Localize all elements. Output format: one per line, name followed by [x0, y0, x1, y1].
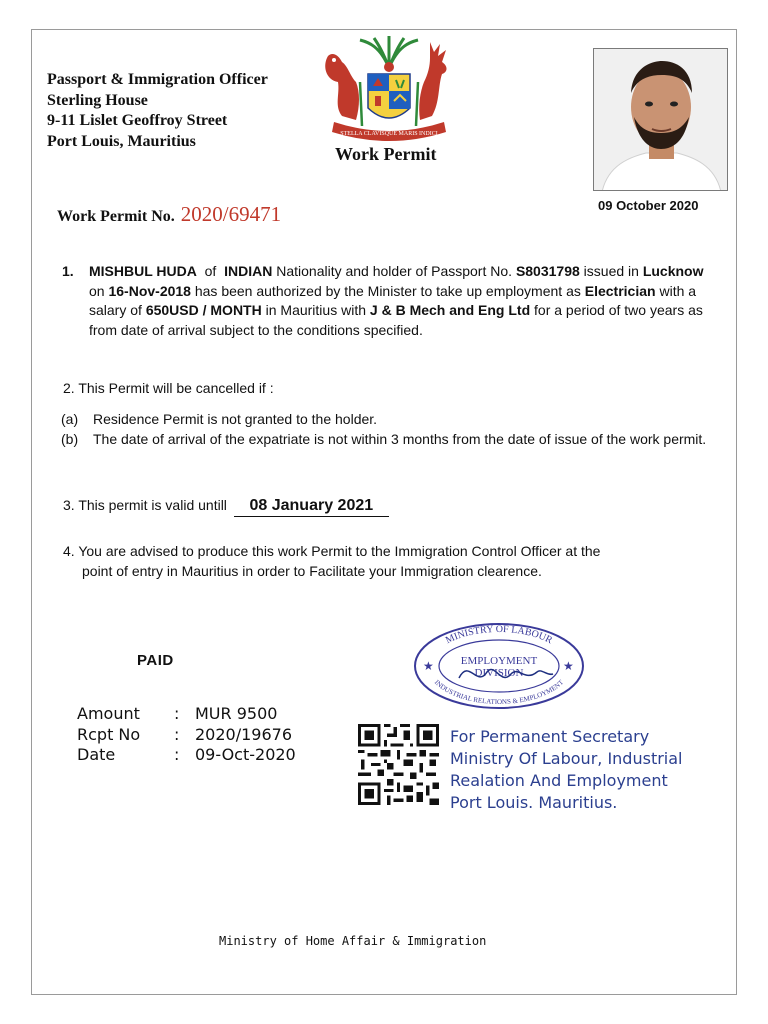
condition-b-text: The date of arrival of the expatriate is not within 3 months from the date of issue of the work permit. [93, 430, 707, 447]
nationality: INDIAN [224, 263, 273, 279]
stamp-line-1: EMPLOYMENT [460, 655, 538, 667]
text-on: on [89, 282, 105, 299]
clause-1-number: 1. [62, 263, 74, 279]
photo-date: 09 October 2020 [598, 198, 699, 213]
signatory-block [450, 726, 682, 814]
portrait-image [594, 49, 728, 191]
issue-date: 16-Nov-2018 [108, 282, 191, 299]
office-title: Passport & Immigration Officer [47, 71, 268, 88]
office-street: 9-11 Lislet Geoffroy Street [47, 112, 228, 129]
text-nationality: Nationality and holder of Passport No. [276, 263, 513, 279]
emblem-motto: STELLA CLAVISQUE MARIS INDICI [340, 131, 438, 137]
issue-place: Lucknow [642, 263, 704, 279]
stamp-top-text: MINISTRY OF LABOUR [443, 623, 555, 647]
clause-4-line-1: 4. You are advised to produce this work Permit to the Immigration Control Officer at the [63, 543, 601, 559]
amount-label: Amount [77, 704, 140, 723]
clause-3 [63, 496, 389, 517]
office-city: Port Louis, Mauritius [47, 132, 196, 150]
permit-number-line [57, 202, 281, 227]
permit-number-label: Work Permit No. [57, 208, 175, 225]
condition-b-label: (b) [61, 430, 79, 447]
holder-photo [593, 48, 728, 191]
receipt-label: Rcpt No [77, 724, 141, 744]
permit-number: 2020/69471 [180, 202, 282, 226]
salary: 650USD / MONTH [145, 302, 262, 318]
receipt-row [77, 725, 296, 746]
cancellation-conditions [61, 410, 711, 449]
star-icon: ★ [423, 659, 434, 673]
signatory-line-4: Port Louis. Mauritius. [450, 793, 618, 812]
condition-b [61, 430, 711, 450]
clause-4-line-2: point of entry in Mauritius in order to Facilitate your Immigration clearence. [82, 562, 542, 579]
signatory-line-3: Realation And Employment [450, 771, 668, 790]
text-period: for a period of two years as from date of arrival subject to the conditions specified. [89, 302, 703, 338]
clause-3-text: 3. This permit is valid untill [63, 497, 227, 513]
separator: : [174, 704, 180, 723]
date-label: Date [77, 745, 116, 764]
amount-value: MUR 9500 [195, 704, 278, 723]
payment-details [77, 704, 296, 766]
clause-1 [62, 262, 712, 340]
holder-name: MISHBUL HUDA [89, 263, 197, 279]
condition-a-label: (a) [61, 411, 79, 427]
text-authorized: has been authorized by the Minister to take up employment as [194, 282, 581, 299]
star-icon: ★ [563, 659, 574, 673]
qr-code[interactable] [357, 724, 440, 805]
date-value: 09-Oct-2020 [195, 745, 296, 764]
text-issued: issued in [583, 263, 639, 279]
condition-a-text: Residence Permit is not granted to the holder. [93, 411, 378, 427]
document-title: Work Permit [335, 144, 437, 164]
stamp-bottom-text: INDUSTRIAL RELATIONS & EMPLOYMENT [432, 678, 566, 707]
paid-status: PAID [137, 652, 174, 669]
signatory-line-1: For Permanent Secretary [450, 727, 650, 746]
employer: J & B Mech and Eng Ltd [369, 302, 531, 318]
condition-a [61, 410, 711, 430]
issuing-office-address [47, 70, 268, 152]
text-in-mauritius: in Mauritius with [265, 302, 366, 318]
receipt-value: 2020/19676 [195, 724, 293, 744]
occupation: Electrician [584, 282, 656, 299]
office-building: Sterling House [47, 91, 148, 109]
text-salary: with a salary of [89, 282, 697, 318]
valid-until-date: 08 January 2021 [234, 496, 389, 517]
separator: : [174, 745, 180, 764]
separator: : [174, 724, 180, 744]
amount-row [77, 704, 296, 725]
footer-ministry: Ministry of Home Affair & Immigration [219, 934, 487, 948]
date-row [77, 745, 296, 766]
coat-of-arms-emblem [320, 36, 458, 144]
ministry-stamp [413, 622, 585, 710]
clause-2: 2. This Permit will be cancelled if : [63, 380, 274, 396]
passport-number: S8031798 [515, 263, 580, 279]
text-of: of [204, 263, 217, 279]
clause-4 [63, 542, 713, 581]
stamp-line-2: DIVISION [474, 667, 524, 679]
signatory-line-2: Ministry Of Labour, Industrial [450, 749, 683, 768]
